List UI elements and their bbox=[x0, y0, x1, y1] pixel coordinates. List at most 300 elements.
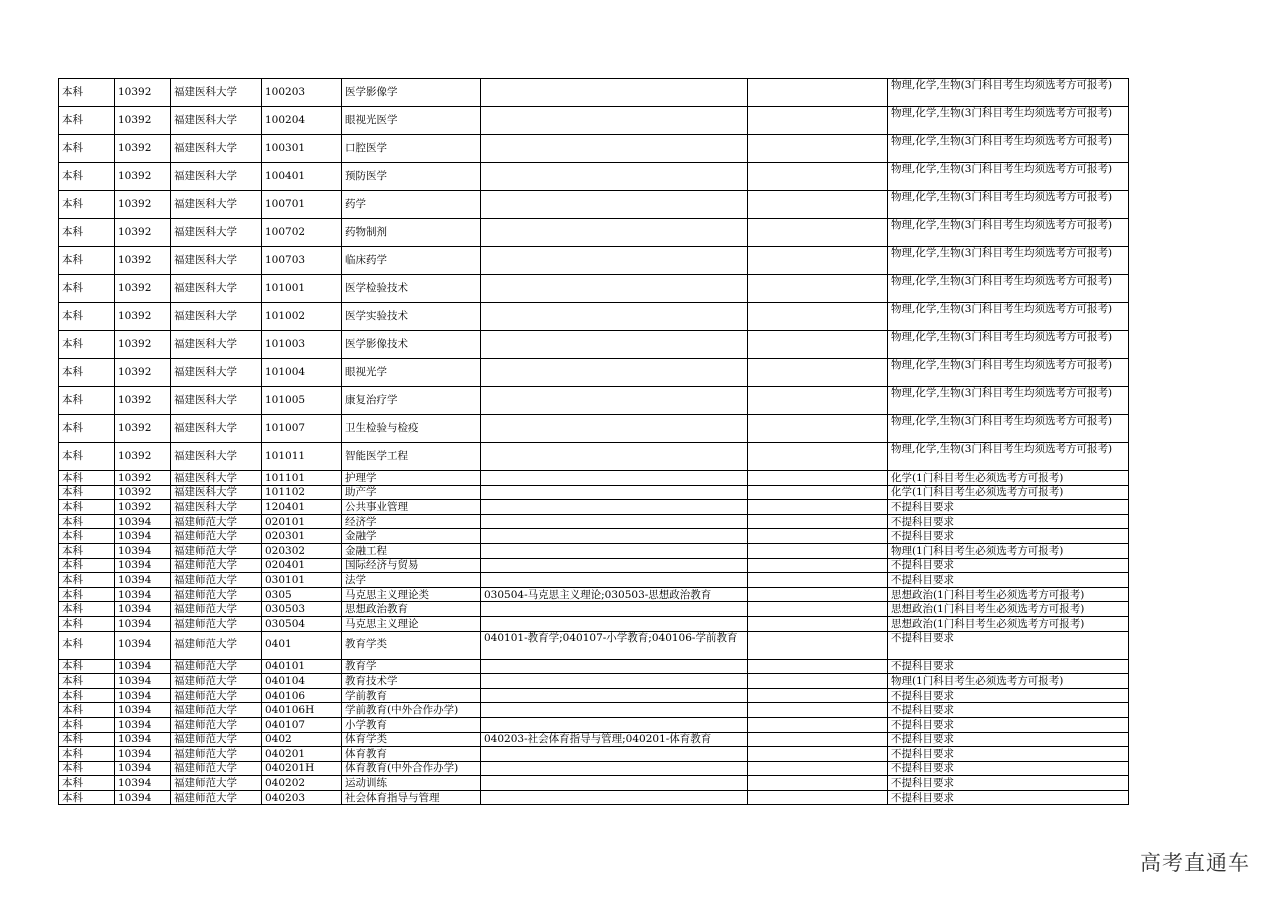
level-cell: 本科 bbox=[59, 275, 115, 303]
included-majors-cell: 040203-社会体育指导与管理;040201-体育教育 bbox=[481, 732, 748, 747]
major-name-cell: 眼视光医学 bbox=[342, 107, 481, 135]
major-name-cell: 法学 bbox=[342, 573, 481, 588]
subject-requirement-cell: 不提科目要求 bbox=[888, 747, 1129, 762]
included-majors-cell bbox=[481, 717, 748, 732]
table-row bbox=[59, 543, 1129, 558]
school-name-cell: 福建师范大学 bbox=[171, 529, 262, 544]
included-majors-cell bbox=[481, 747, 748, 762]
school-code-cell: 10394 bbox=[115, 616, 171, 631]
school-code-cell: 10394 bbox=[115, 703, 171, 718]
school-code-cell: 10394 bbox=[115, 674, 171, 689]
level-cell: 本科 bbox=[59, 543, 115, 558]
blank-cell bbox=[748, 674, 888, 689]
school-code-cell: 10394 bbox=[115, 558, 171, 573]
table-row bbox=[59, 703, 1129, 718]
table-row bbox=[59, 587, 1129, 602]
school-name-cell: 福建医科大学 bbox=[171, 107, 262, 135]
blank-cell bbox=[748, 732, 888, 747]
school-name-cell: 福建医科大学 bbox=[171, 303, 262, 331]
included-majors-cell bbox=[481, 616, 748, 631]
included-majors-cell bbox=[481, 529, 748, 544]
major-name-cell: 金融学 bbox=[342, 529, 481, 544]
subject-requirement-cell: 物理(1门科目考生必须选考方可报考) bbox=[888, 543, 1129, 558]
major-name-cell: 体育教育(中外合作办学) bbox=[342, 761, 481, 776]
school-name-cell: 福建师范大学 bbox=[171, 747, 262, 762]
subject-requirement-cell: 不提科目要求 bbox=[888, 703, 1129, 718]
included-majors-cell bbox=[481, 543, 748, 558]
school-code-cell: 10394 bbox=[115, 747, 171, 762]
school-name-cell: 福建医科大学 bbox=[171, 219, 262, 247]
major-name-cell: 卫生检验与检疫 bbox=[342, 415, 481, 443]
subject-requirement-cell: 物理,化学,生物(3门科目考生均须选考方可报考) bbox=[888, 331, 1129, 359]
included-majors-cell bbox=[481, 303, 748, 331]
school-code-cell: 10394 bbox=[115, 602, 171, 617]
level-cell: 本科 bbox=[59, 587, 115, 602]
school-code-cell: 10392 bbox=[115, 79, 171, 107]
major-code-cell: 100204 bbox=[262, 107, 342, 135]
major-name-cell: 社会体育指导与管理 bbox=[342, 790, 481, 805]
major-name-cell: 智能医学工程 bbox=[342, 443, 481, 471]
table-row bbox=[59, 303, 1129, 331]
table-row bbox=[59, 107, 1129, 135]
table-row bbox=[59, 616, 1129, 631]
major-name-cell: 临床药学 bbox=[342, 247, 481, 275]
level-cell: 本科 bbox=[59, 717, 115, 732]
school-name-cell: 福建医科大学 bbox=[171, 191, 262, 219]
included-majors-cell bbox=[481, 761, 748, 776]
table-row bbox=[59, 790, 1129, 805]
school-code-cell: 10394 bbox=[115, 529, 171, 544]
table-row bbox=[59, 387, 1129, 415]
included-majors-cell bbox=[481, 703, 748, 718]
blank-cell bbox=[748, 500, 888, 515]
table-row bbox=[59, 485, 1129, 500]
level-cell: 本科 bbox=[59, 359, 115, 387]
blank-cell bbox=[748, 558, 888, 573]
level-cell: 本科 bbox=[59, 135, 115, 163]
included-majors-cell bbox=[481, 688, 748, 703]
blank-cell bbox=[748, 163, 888, 191]
school-code-cell: 10392 bbox=[115, 107, 171, 135]
major-name-cell: 小学教育 bbox=[342, 717, 481, 732]
table-row bbox=[59, 135, 1129, 163]
level-cell: 本科 bbox=[59, 747, 115, 762]
level-cell: 本科 bbox=[59, 331, 115, 359]
watermark-text: 高考直通车 bbox=[1140, 851, 1250, 875]
blank-cell bbox=[748, 275, 888, 303]
major-code-cell: 030503 bbox=[262, 602, 342, 617]
subject-requirement-cell: 物理,化学,生物(3门科目考生均须选考方可报考) bbox=[888, 303, 1129, 331]
school-code-cell: 10392 bbox=[115, 275, 171, 303]
major-code-cell: 0305 bbox=[262, 587, 342, 602]
school-code-cell: 10392 bbox=[115, 303, 171, 331]
school-name-cell: 福建师范大学 bbox=[171, 732, 262, 747]
table-row bbox=[59, 500, 1129, 515]
school-name-cell: 福建医科大学 bbox=[171, 443, 262, 471]
subject-requirement-cell: 化学(1门科目考生必须选考方可报考) bbox=[888, 471, 1129, 486]
school-code-cell: 10392 bbox=[115, 500, 171, 515]
school-code-cell: 10394 bbox=[115, 717, 171, 732]
included-majors-cell bbox=[481, 387, 748, 415]
level-cell: 本科 bbox=[59, 602, 115, 617]
school-name-cell: 福建师范大学 bbox=[171, 543, 262, 558]
blank-cell bbox=[748, 514, 888, 529]
level-cell: 本科 bbox=[59, 761, 115, 776]
subject-requirement-cell: 物理,化学,生物(3门科目考生均须选考方可报考) bbox=[888, 247, 1129, 275]
school-name-cell: 福建师范大学 bbox=[171, 703, 262, 718]
blank-cell bbox=[748, 443, 888, 471]
blank-cell bbox=[748, 703, 888, 718]
subject-requirement-cell: 物理,化学,生物(3门科目考生均须选考方可报考) bbox=[888, 387, 1129, 415]
blank-cell bbox=[748, 631, 888, 659]
major-name-cell: 体育学类 bbox=[342, 732, 481, 747]
school-name-cell: 福建师范大学 bbox=[171, 616, 262, 631]
subject-requirement-cell: 物理,化学,生物(3门科目考生均须选考方可报考) bbox=[888, 415, 1129, 443]
subject-requirement-cell: 物理,化学,生物(3门科目考生均须选考方可报考) bbox=[888, 443, 1129, 471]
subject-requirement-cell: 思想政治(1门科目考生必须选考方可报考) bbox=[888, 602, 1129, 617]
table-row bbox=[59, 688, 1129, 703]
level-cell: 本科 bbox=[59, 573, 115, 588]
school-code-cell: 10392 bbox=[115, 219, 171, 247]
subject-requirement-cell: 不提科目要求 bbox=[888, 761, 1129, 776]
school-code-cell: 10392 bbox=[115, 443, 171, 471]
blank-cell bbox=[748, 415, 888, 443]
major-code-cell: 040101 bbox=[262, 659, 342, 674]
level-cell: 本科 bbox=[59, 500, 115, 515]
subject-requirement-cell: 不提科目要求 bbox=[888, 631, 1129, 659]
school-name-cell: 福建医科大学 bbox=[171, 359, 262, 387]
subject-requirement-cell: 不提科目要求 bbox=[888, 776, 1129, 791]
school-code-cell: 10392 bbox=[115, 331, 171, 359]
included-majors-cell bbox=[481, 471, 748, 486]
major-code-cell: 100203 bbox=[262, 79, 342, 107]
major-name-cell: 金融工程 bbox=[342, 543, 481, 558]
school-code-cell: 10394 bbox=[115, 659, 171, 674]
included-majors-cell bbox=[481, 247, 748, 275]
included-majors-cell: 030504-马克思主义理论;030503-思想政治教育 bbox=[481, 587, 748, 602]
school-code-cell: 10394 bbox=[115, 761, 171, 776]
level-cell: 本科 bbox=[59, 514, 115, 529]
blank-cell bbox=[748, 107, 888, 135]
school-code-cell: 10392 bbox=[115, 163, 171, 191]
level-cell: 本科 bbox=[59, 485, 115, 500]
school-name-cell: 福建医科大学 bbox=[171, 415, 262, 443]
major-name-cell: 学前教育(中外合作办学) bbox=[342, 703, 481, 718]
blank-cell bbox=[748, 747, 888, 762]
level-cell: 本科 bbox=[59, 616, 115, 631]
major-name-cell: 医学检验技术 bbox=[342, 275, 481, 303]
school-name-cell: 福建医科大学 bbox=[171, 79, 262, 107]
blank-cell bbox=[748, 717, 888, 732]
school-code-cell: 10394 bbox=[115, 776, 171, 791]
included-majors-cell bbox=[481, 331, 748, 359]
major-name-cell: 医学影像学 bbox=[342, 79, 481, 107]
level-cell: 本科 bbox=[59, 303, 115, 331]
included-majors-cell bbox=[481, 163, 748, 191]
major-name-cell: 药物制剂 bbox=[342, 219, 481, 247]
subject-requirement-cell: 物理,化学,生物(3门科目考生均须选考方可报考) bbox=[888, 219, 1129, 247]
school-code-cell: 10394 bbox=[115, 732, 171, 747]
major-name-cell: 国际经济与贸易 bbox=[342, 558, 481, 573]
school-name-cell: 福建医科大学 bbox=[171, 387, 262, 415]
blank-cell bbox=[748, 543, 888, 558]
table-row bbox=[59, 761, 1129, 776]
major-code-cell: 040106 bbox=[262, 688, 342, 703]
school-name-cell: 福建医科大学 bbox=[171, 500, 262, 515]
table-row bbox=[59, 79, 1129, 107]
blank-cell bbox=[748, 790, 888, 805]
major-code-cell: 101102 bbox=[262, 485, 342, 500]
subject-requirement-cell: 不提科目要求 bbox=[888, 790, 1129, 805]
major-code-cell: 020101 bbox=[262, 514, 342, 529]
level-cell: 本科 bbox=[59, 191, 115, 219]
subject-requirement-cell: 物理,化学,生物(3门科目考生均须选考方可报考) bbox=[888, 191, 1129, 219]
school-name-cell: 福建医科大学 bbox=[171, 275, 262, 303]
major-code-cell: 030101 bbox=[262, 573, 342, 588]
major-name-cell: 教育学 bbox=[342, 659, 481, 674]
school-name-cell: 福建医科大学 bbox=[171, 135, 262, 163]
level-cell: 本科 bbox=[59, 163, 115, 191]
level-cell: 本科 bbox=[59, 247, 115, 275]
subject-requirement-cell: 不提科目要求 bbox=[888, 514, 1129, 529]
major-code-cell: 030504 bbox=[262, 616, 342, 631]
table-row bbox=[59, 659, 1129, 674]
blank-cell bbox=[748, 219, 888, 247]
major-code-cell: 120401 bbox=[262, 500, 342, 515]
blank-cell bbox=[748, 616, 888, 631]
subject-requirement-cell: 不提科目要求 bbox=[888, 688, 1129, 703]
school-code-cell: 10392 bbox=[115, 471, 171, 486]
school-code-cell: 10394 bbox=[115, 543, 171, 558]
subject-requirement-cell: 物理,化学,生物(3门科目考生均须选考方可报考) bbox=[888, 163, 1129, 191]
blank-cell bbox=[748, 587, 888, 602]
major-name-cell: 预防医学 bbox=[342, 163, 481, 191]
admission-requirements-table bbox=[58, 78, 1129, 805]
included-majors-cell bbox=[481, 485, 748, 500]
table-row bbox=[59, 471, 1129, 486]
school-code-cell: 10392 bbox=[115, 359, 171, 387]
subject-requirement-cell: 物理,化学,生物(3门科目考生均须选考方可报考) bbox=[888, 275, 1129, 303]
table-row bbox=[59, 163, 1129, 191]
major-code-cell: 101101 bbox=[262, 471, 342, 486]
major-name-cell: 教育学类 bbox=[342, 631, 481, 659]
school-name-cell: 福建师范大学 bbox=[171, 717, 262, 732]
major-name-cell: 助产学 bbox=[342, 485, 481, 500]
subject-requirement-cell: 不提科目要求 bbox=[888, 659, 1129, 674]
blank-cell bbox=[748, 387, 888, 415]
major-name-cell: 口腔医学 bbox=[342, 135, 481, 163]
table-row bbox=[59, 219, 1129, 247]
school-name-cell: 福建师范大学 bbox=[171, 602, 262, 617]
major-name-cell: 马克思主义理论 bbox=[342, 616, 481, 631]
major-code-cell: 100702 bbox=[262, 219, 342, 247]
subject-requirement-cell: 物理,化学,生物(3门科目考生均须选考方可报考) bbox=[888, 79, 1129, 107]
table-row bbox=[59, 415, 1129, 443]
major-name-cell: 康复治疗学 bbox=[342, 387, 481, 415]
major-name-cell: 马克思主义理论类 bbox=[342, 587, 481, 602]
table-row bbox=[59, 529, 1129, 544]
blank-cell bbox=[748, 573, 888, 588]
level-cell: 本科 bbox=[59, 732, 115, 747]
major-code-cell: 100401 bbox=[262, 163, 342, 191]
table-row bbox=[59, 191, 1129, 219]
table-row bbox=[59, 247, 1129, 275]
school-name-cell: 福建医科大学 bbox=[171, 485, 262, 500]
blank-cell bbox=[748, 79, 888, 107]
school-name-cell: 福建医科大学 bbox=[171, 331, 262, 359]
subject-requirement-cell: 化学(1门科目考生必须选考方可报考) bbox=[888, 485, 1129, 500]
subject-requirement-cell: 不提科目要求 bbox=[888, 500, 1129, 515]
school-code-cell: 10394 bbox=[115, 573, 171, 588]
school-code-cell: 10392 bbox=[115, 387, 171, 415]
subject-requirement-cell: 物理(1门科目考生必须选考方可报考) bbox=[888, 674, 1129, 689]
major-code-cell: 040104 bbox=[262, 674, 342, 689]
major-code-cell: 040201 bbox=[262, 747, 342, 762]
major-name-cell: 医学影像技术 bbox=[342, 331, 481, 359]
included-majors-cell bbox=[481, 79, 748, 107]
subject-requirement-cell: 物理,化学,生物(3门科目考生均须选考方可报考) bbox=[888, 135, 1129, 163]
school-name-cell: 福建师范大学 bbox=[171, 776, 262, 791]
table-body bbox=[59, 79, 1129, 805]
major-code-cell: 0401 bbox=[262, 631, 342, 659]
included-majors-cell bbox=[481, 674, 748, 689]
table-row bbox=[59, 747, 1129, 762]
level-cell: 本科 bbox=[59, 529, 115, 544]
blank-cell bbox=[748, 776, 888, 791]
included-majors-cell bbox=[481, 602, 748, 617]
included-majors-cell bbox=[481, 573, 748, 588]
major-name-cell: 学前教育 bbox=[342, 688, 481, 703]
table-row bbox=[59, 514, 1129, 529]
table-row bbox=[59, 717, 1129, 732]
subject-requirement-cell: 思想政治(1门科目考生必须选考方可报考) bbox=[888, 616, 1129, 631]
major-code-cell: 101005 bbox=[262, 387, 342, 415]
major-code-cell: 020301 bbox=[262, 529, 342, 544]
major-code-cell: 100703 bbox=[262, 247, 342, 275]
level-cell: 本科 bbox=[59, 471, 115, 486]
school-name-cell: 福建师范大学 bbox=[171, 659, 262, 674]
level-cell: 本科 bbox=[59, 776, 115, 791]
major-name-cell: 医学实验技术 bbox=[342, 303, 481, 331]
major-code-cell: 020302 bbox=[262, 543, 342, 558]
major-name-cell: 经济学 bbox=[342, 514, 481, 529]
level-cell: 本科 bbox=[59, 631, 115, 659]
school-code-cell: 10392 bbox=[115, 247, 171, 275]
level-cell: 本科 bbox=[59, 387, 115, 415]
included-majors-cell bbox=[481, 219, 748, 247]
school-name-cell: 福建师范大学 bbox=[171, 514, 262, 529]
school-name-cell: 福建师范大学 bbox=[171, 558, 262, 573]
table-row bbox=[59, 331, 1129, 359]
blank-cell bbox=[748, 331, 888, 359]
table-row bbox=[59, 674, 1129, 689]
major-name-cell: 药学 bbox=[342, 191, 481, 219]
major-code-cell: 101002 bbox=[262, 303, 342, 331]
school-code-cell: 10394 bbox=[115, 790, 171, 805]
level-cell: 本科 bbox=[59, 219, 115, 247]
school-name-cell: 福建医科大学 bbox=[171, 247, 262, 275]
blank-cell bbox=[748, 485, 888, 500]
school-code-cell: 10394 bbox=[115, 631, 171, 659]
school-code-cell: 10392 bbox=[115, 135, 171, 163]
major-code-cell: 0402 bbox=[262, 732, 342, 747]
blank-cell bbox=[748, 471, 888, 486]
school-code-cell: 10394 bbox=[115, 688, 171, 703]
major-name-cell: 护理学 bbox=[342, 471, 481, 486]
table-row bbox=[59, 558, 1129, 573]
major-name-cell: 思想政治教育 bbox=[342, 602, 481, 617]
included-majors-cell bbox=[481, 359, 748, 387]
level-cell: 本科 bbox=[59, 674, 115, 689]
included-majors-cell bbox=[481, 107, 748, 135]
subject-requirement-cell: 物理,化学,生物(3门科目考生均须选考方可报考) bbox=[888, 107, 1129, 135]
major-code-cell: 040201H bbox=[262, 761, 342, 776]
level-cell: 本科 bbox=[59, 659, 115, 674]
included-majors-cell bbox=[481, 776, 748, 791]
school-code-cell: 10394 bbox=[115, 514, 171, 529]
table-row bbox=[59, 359, 1129, 387]
school-code-cell: 10392 bbox=[115, 191, 171, 219]
blank-cell bbox=[748, 602, 888, 617]
major-code-cell: 040106H bbox=[262, 703, 342, 718]
school-name-cell: 福建师范大学 bbox=[171, 674, 262, 689]
included-majors-cell bbox=[481, 558, 748, 573]
major-code-cell: 100301 bbox=[262, 135, 342, 163]
level-cell: 本科 bbox=[59, 688, 115, 703]
school-name-cell: 福建师范大学 bbox=[171, 688, 262, 703]
school-code-cell: 10394 bbox=[115, 587, 171, 602]
major-name-cell: 运动训练 bbox=[342, 776, 481, 791]
subject-requirement-cell: 不提科目要求 bbox=[888, 558, 1129, 573]
blank-cell bbox=[748, 191, 888, 219]
major-code-cell: 020401 bbox=[262, 558, 342, 573]
subject-requirement-cell: 物理,化学,生物(3门科目考生均须选考方可报考) bbox=[888, 359, 1129, 387]
level-cell: 本科 bbox=[59, 703, 115, 718]
subject-requirement-cell: 不提科目要求 bbox=[888, 573, 1129, 588]
blank-cell bbox=[748, 359, 888, 387]
included-majors-cell bbox=[481, 500, 748, 515]
table-row bbox=[59, 776, 1129, 791]
major-code-cell: 101003 bbox=[262, 331, 342, 359]
blank-cell bbox=[748, 303, 888, 331]
school-name-cell: 福建师范大学 bbox=[171, 790, 262, 805]
major-name-cell: 教育技术学 bbox=[342, 674, 481, 689]
table-row bbox=[59, 275, 1129, 303]
blank-cell bbox=[748, 659, 888, 674]
subject-requirement-cell: 思想政治(1门科目考生必须选考方可报考) bbox=[888, 587, 1129, 602]
included-majors-cell bbox=[481, 275, 748, 303]
major-code-cell: 101007 bbox=[262, 415, 342, 443]
level-cell: 本科 bbox=[59, 790, 115, 805]
included-majors-cell bbox=[481, 514, 748, 529]
blank-cell bbox=[748, 761, 888, 776]
included-majors-cell bbox=[481, 659, 748, 674]
school-name-cell: 福建师范大学 bbox=[171, 587, 262, 602]
blank-cell bbox=[748, 529, 888, 544]
included-majors-cell: 040101-教育学;040107-小学教育;040106-学前教育 bbox=[481, 631, 748, 659]
included-majors-cell bbox=[481, 443, 748, 471]
table-row bbox=[59, 573, 1129, 588]
included-majors-cell bbox=[481, 191, 748, 219]
major-code-cell: 040202 bbox=[262, 776, 342, 791]
major-code-cell: 101004 bbox=[262, 359, 342, 387]
school-name-cell: 福建师范大学 bbox=[171, 573, 262, 588]
level-cell: 本科 bbox=[59, 415, 115, 443]
school-name-cell: 福建师范大学 bbox=[171, 761, 262, 776]
major-code-cell: 101001 bbox=[262, 275, 342, 303]
school-code-cell: 10392 bbox=[115, 485, 171, 500]
major-code-cell: 040107 bbox=[262, 717, 342, 732]
